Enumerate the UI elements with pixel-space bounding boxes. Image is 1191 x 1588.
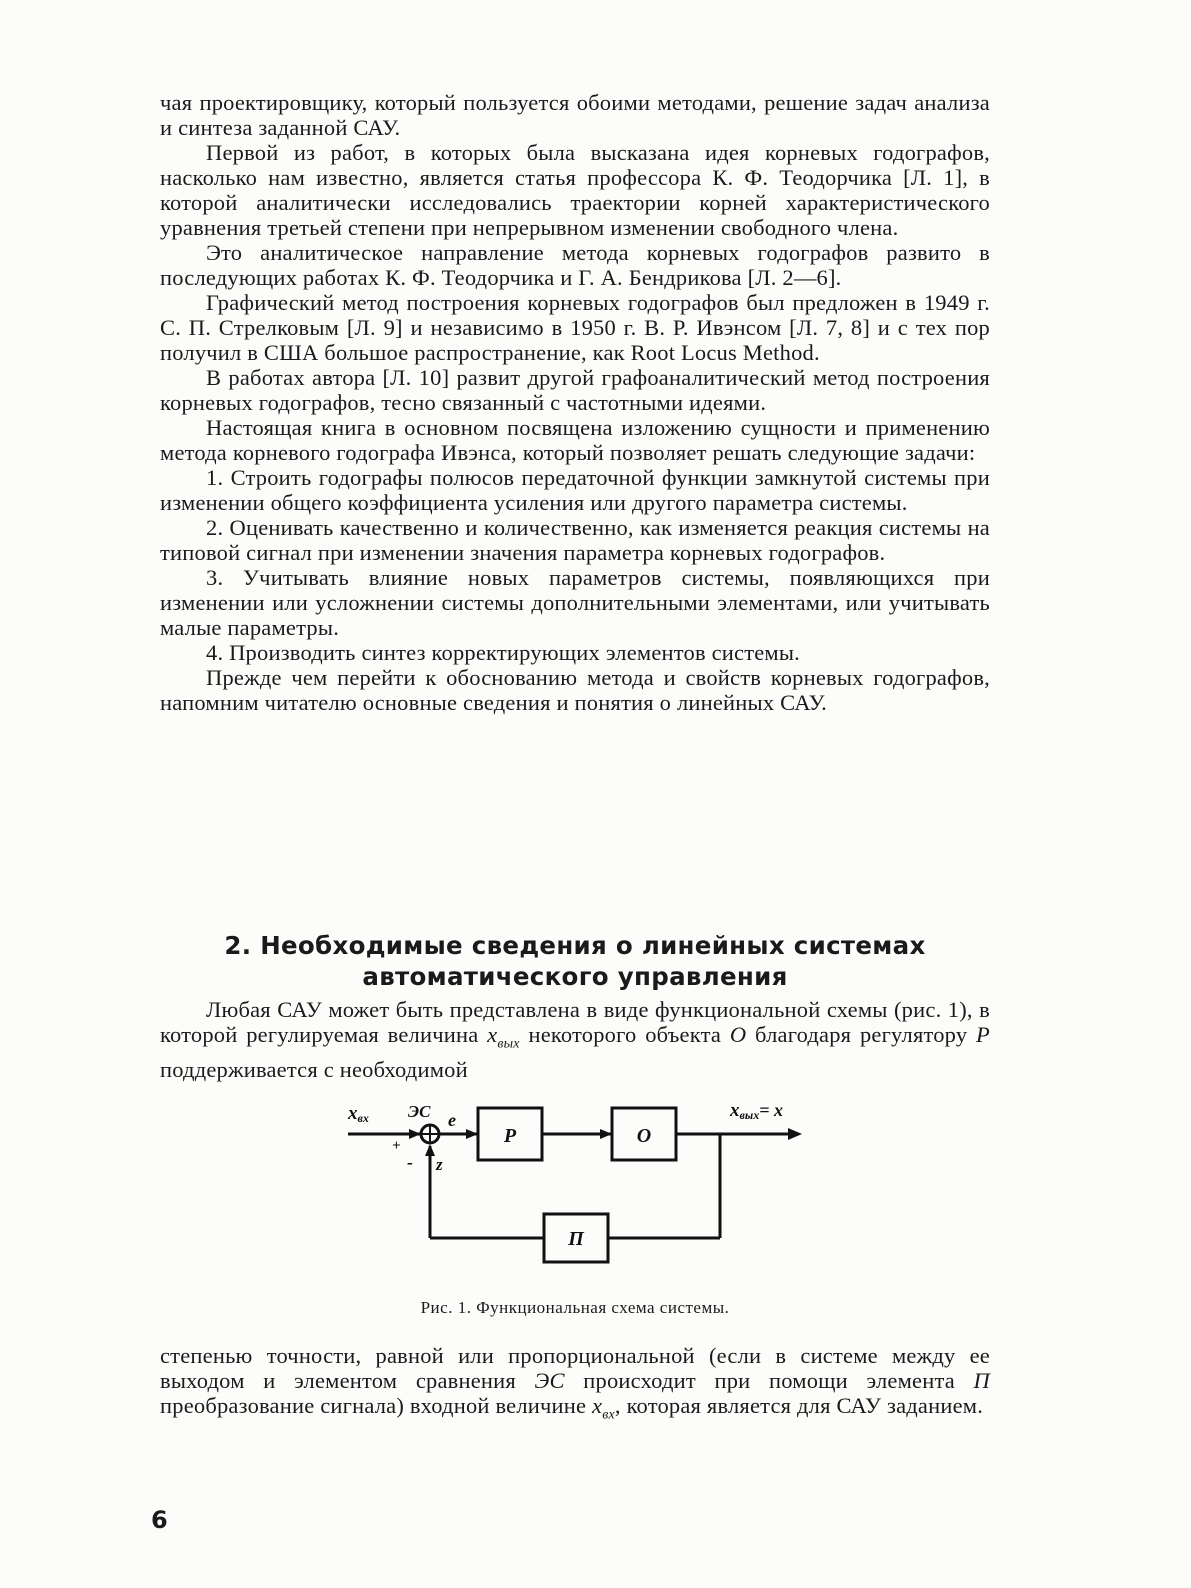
input-label: xвх bbox=[348, 1103, 369, 1125]
paragraph: Первой из работ, в которых была высказана идея корневых годографов, насколько нам известно, является статья профессора К. Ф. Теодорчика [Л. 1], в которой аналитически исследовались траектории корней характеристического уравнения третьей степени при непрерывном изменении свободного члена. bbox=[160, 140, 990, 240]
arrow-icon bbox=[466, 1129, 478, 1139]
paragraph: В работах автора [Л. 10] развит другой графоаналитический метод построения корневых годографов, тесно связанный с частотными идеями. bbox=[160, 365, 990, 415]
paragraph: степенью точности, равной или пропорциональной (если в системе между ее выходом и элементом сравнения ЭС происходит при помощи элемента П преобразование сигнала) входной величине $x_{вх}$, которая является для САУ заданием. bbox=[160, 1343, 990, 1423]
feedback-element-label: П bbox=[568, 1228, 584, 1250]
math-sub: вых bbox=[497, 1036, 520, 1052]
arrow-icon bbox=[788, 1128, 802, 1140]
object-label: О bbox=[636, 1125, 652, 1147]
arrow-icon bbox=[425, 1144, 435, 1156]
regulator-label: Р bbox=[503, 1125, 517, 1147]
list-item: 1. Строить годографы полюсов передаточной функции замкнутой системы при изменении общего коэффициента усиления или другого параметра системы. bbox=[160, 465, 990, 515]
comparator-label: ЭС bbox=[408, 1102, 431, 1121]
math-var: x bbox=[487, 1022, 498, 1047]
paragraph: Любая САУ может быть представлена в виде функциональной схемы (рис. 1), в которой регулируемая величина $x_{вых}$ некоторого объекта О благодаря регулятору Р поддерживается с необходимой bbox=[160, 997, 990, 1082]
paragraph: Это аналитическое направление метода корневых годографов развито в последующих работах К. Ф. Теодорчика и Г. А. Бендрикова [Л. 2—6]. bbox=[160, 240, 990, 290]
list-item: 4. Производить синтез корректирующих элементов системы. bbox=[206, 640, 801, 665]
page-number: 6 bbox=[151, 1506, 168, 1534]
math-var: О bbox=[729, 1022, 747, 1047]
body-text-middle bbox=[160, 997, 990, 1082]
math-sub: вх bbox=[602, 1407, 615, 1423]
list-item: 2. Оценивать качественно и количественно, как изменяется реакция системы на типовой сигнал при изменении значения параметра корневых годографов. bbox=[160, 515, 990, 565]
plus-sign: + bbox=[392, 1138, 401, 1154]
math-var: П bbox=[973, 1368, 990, 1393]
section-heading-line: автоматического управления bbox=[362, 962, 788, 991]
paragraph: чая проектировщику, который пользуется обоими методами, решение задач анализа и синтеза заданной САУ. bbox=[160, 90, 990, 140]
math-var: ЭС bbox=[534, 1368, 565, 1393]
figure-caption: Рис. 1. Функциональная схема системы. bbox=[420, 1298, 730, 1317]
paragraph: Графический метод построения корневых годографов был предложен в 1949 г. С. П. Стрелковым [Л. 9] и независимо в 1950 г. В. Р. Ивэнсом [Л. 7, 8] и с тех пор получил в США большое распространение, как Root Locus Method. bbox=[160, 290, 990, 365]
arrow-icon bbox=[600, 1129, 612, 1139]
section-heading bbox=[160, 930, 990, 992]
list-item: 3. Учитывать влияние новых параметров системы, появляющихся при изменении или усложнении системы дополнительными элементами, или учитывать малые параметры. bbox=[160, 565, 990, 640]
minus-sign: - bbox=[407, 1152, 413, 1172]
body-text-bottom bbox=[160, 1343, 990, 1428]
section-heading-line: 2. Необходимые сведения о линейных системах bbox=[224, 931, 926, 960]
paragraph: Настоящая книга в основном посвящена изложению сущности и применению метода корневого годографа Ивэнса, который позволяет решать следующие задачи: bbox=[160, 415, 990, 465]
math-var: Р bbox=[976, 1022, 990, 1047]
output-label: xвых= x bbox=[730, 1100, 783, 1122]
error-label: e bbox=[448, 1110, 456, 1130]
feedback-signal-label: z bbox=[436, 1155, 443, 1174]
arrow-icon bbox=[409, 1129, 421, 1139]
functional-diagram bbox=[330, 1090, 850, 1280]
math-var: x bbox=[592, 1393, 603, 1418]
body-text-top bbox=[160, 90, 990, 715]
paragraph: Прежде чем перейти к обоснованию метода и свойств корневых годографов, напомним читателю основные сведения и понятия о линейных САУ. bbox=[160, 665, 990, 715]
